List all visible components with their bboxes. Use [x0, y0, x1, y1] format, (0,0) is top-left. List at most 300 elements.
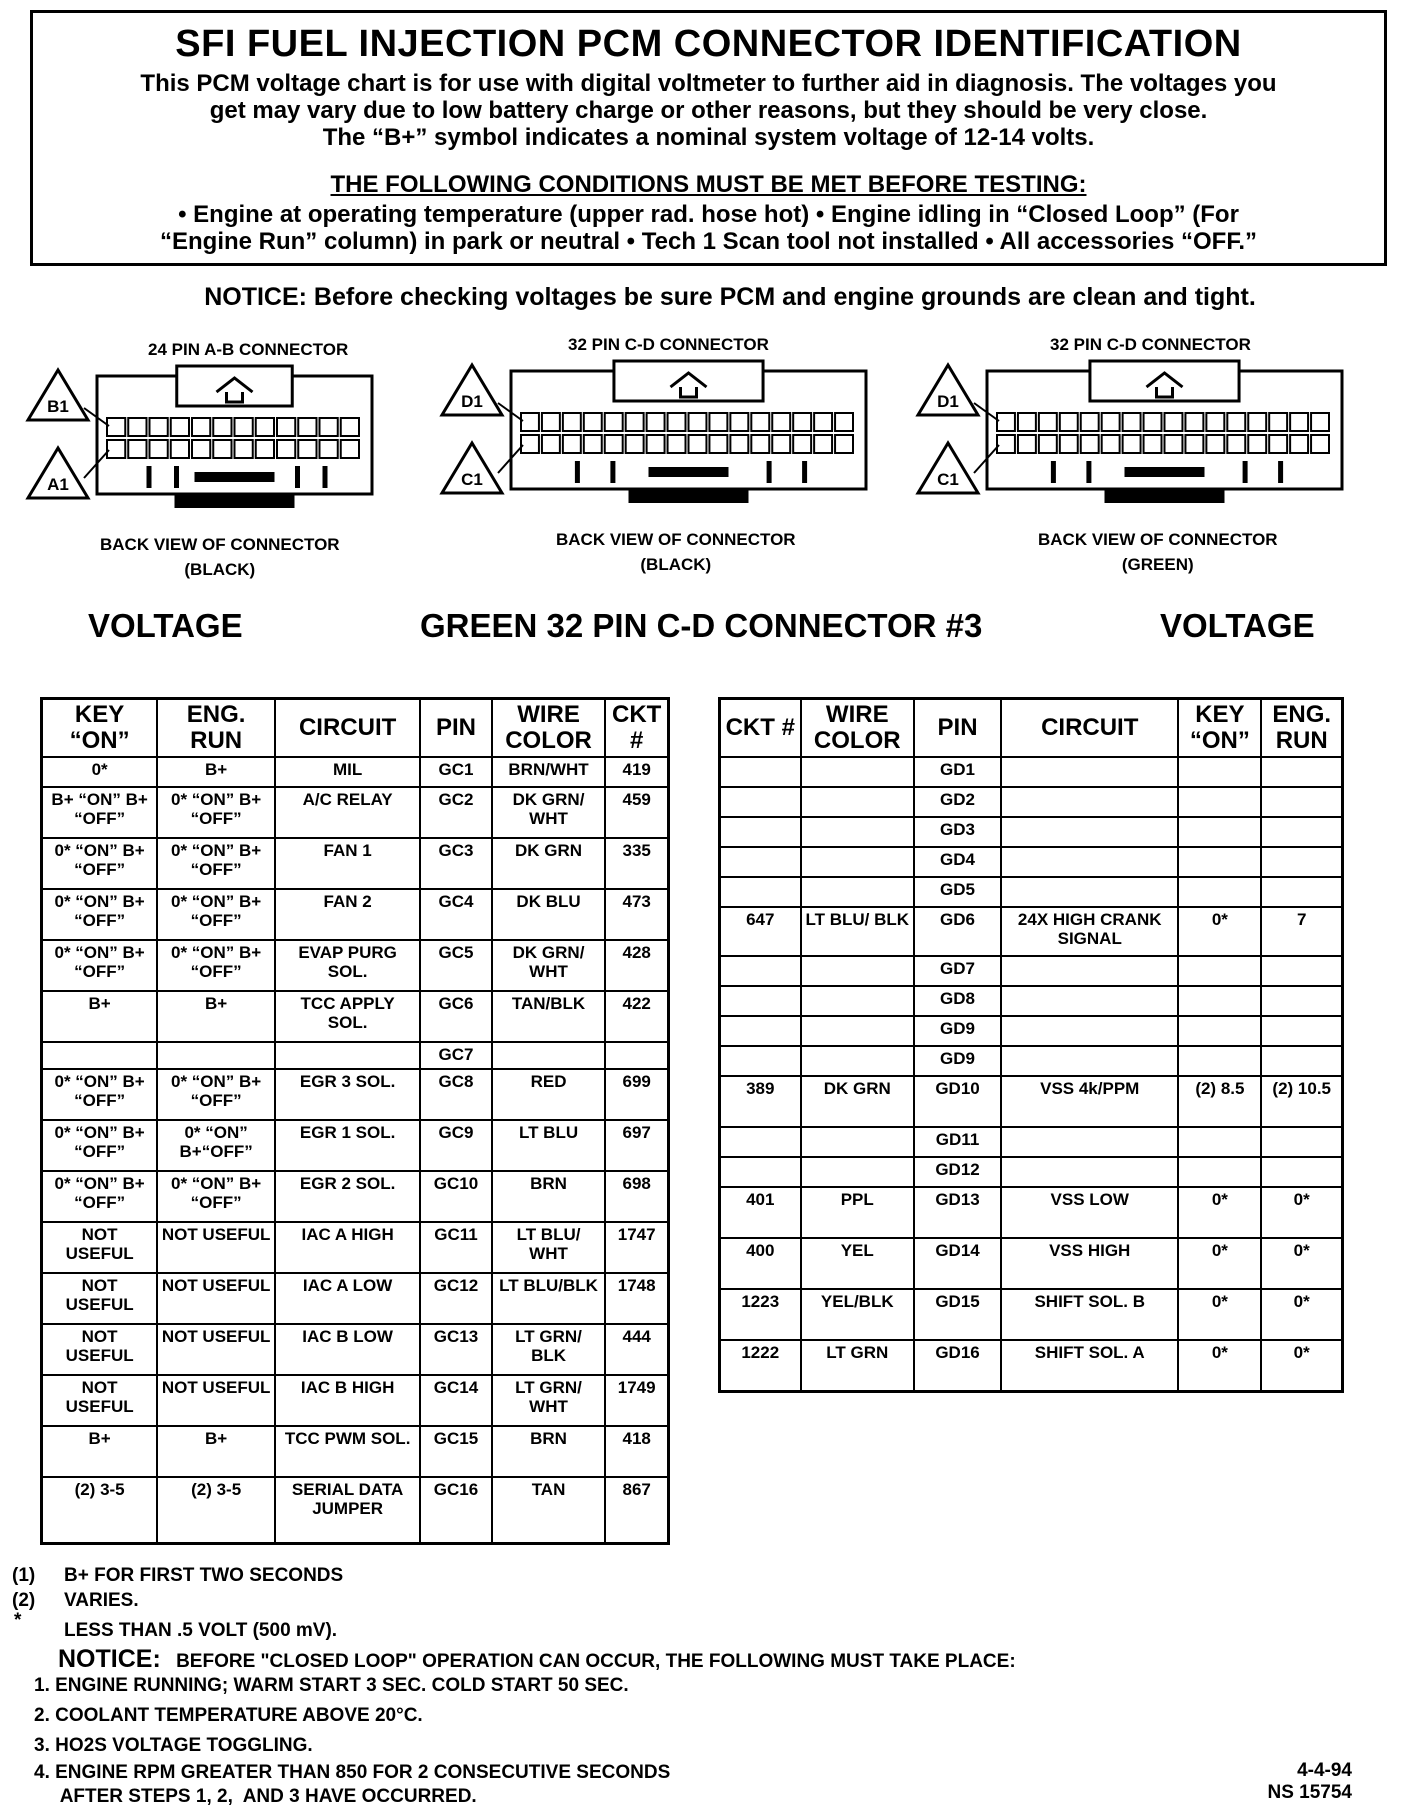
pin-cavity [277, 440, 295, 458]
pin-cavity [107, 418, 125, 436]
table-cell: TAN [492, 1477, 606, 1543]
table-row [720, 1016, 1343, 1046]
table-cell [801, 1046, 914, 1076]
pin-cavity [1269, 413, 1287, 431]
table-cell: GC6 [420, 991, 492, 1042]
table-cell [1261, 877, 1342, 907]
connector-slot [802, 461, 807, 483]
table-cell: DK GRN/ WHT [492, 787, 606, 838]
table-row [42, 838, 669, 889]
pin-cavity [584, 413, 602, 431]
table-cell: GD3 [914, 817, 1001, 847]
table-cell: GC12 [420, 1273, 492, 1324]
table-cell: 1222 [720, 1340, 801, 1391]
column-header: KEY “ON” [42, 699, 158, 758]
table-cell [801, 757, 914, 787]
table-cell: 400 [720, 1238, 801, 1289]
table-cell [801, 877, 914, 907]
connector-drawing [912, 353, 1362, 523]
table-cell: NOT USEFUL [157, 1273, 275, 1324]
connector-drawing [436, 353, 886, 523]
table-cell: TCC PWM SOL. [275, 1426, 420, 1477]
table-cell: DK GRN [492, 838, 606, 889]
table-cell: RED [492, 1069, 606, 1120]
pin-cavity [751, 435, 769, 453]
closed-loop-step: 1. ENGINE RUNNING; WARM START 3 SEC. COLD START 50 SEC. [34, 1675, 629, 1696]
table-cell [1178, 1016, 1261, 1046]
table-cell: GC7 [420, 1042, 492, 1069]
table-cell [801, 847, 914, 877]
table-cell: GD10 [914, 1076, 1001, 1127]
table-cell: GC16 [420, 1477, 492, 1543]
table-cell: 0* “ON” B+ “OFF” [42, 1171, 158, 1222]
table-cell [720, 1157, 801, 1187]
table-cell: GD15 [914, 1289, 1001, 1340]
table-row [42, 1273, 669, 1324]
table-cell [801, 986, 914, 1016]
table-cell: 0* “ON” B+ “OFF” [157, 1069, 275, 1120]
table-cell: GC1 [420, 757, 492, 787]
table-cell: DK BLU [492, 889, 606, 940]
table-cell [801, 817, 914, 847]
table-cell: NOT USEFUL [42, 1324, 158, 1375]
table-cell [801, 1157, 914, 1187]
table-header-row [720, 699, 1343, 758]
table-cell: 647 [720, 907, 801, 956]
table-cell: 0* [1178, 1238, 1261, 1289]
connector-slot [1243, 461, 1248, 483]
pin-cavity [298, 440, 316, 458]
table-cell: MIL [275, 757, 420, 787]
pin-cavity [235, 418, 253, 436]
table-cell: EGR 2 SOL. [275, 1171, 420, 1222]
pin-cavity [256, 418, 274, 436]
pin-id-top-triangle-label: D1 [461, 392, 483, 411]
pin-cavity [277, 418, 295, 436]
table-row [720, 1289, 1343, 1340]
closed-loop-step: 4. ENGINE RPM GREATER THAN 850 FOR 2 CONSECUTIVE SECONDS [34, 1762, 671, 1783]
table-cell: LT BLU/ WHT [492, 1222, 606, 1273]
table-cell: LT BLU/ BLK [801, 907, 914, 956]
table-header-row [42, 699, 669, 758]
condition-line: “Engine Run” column) in park or neutral • Tech 1 Scan tool not installed • All accessories “OFF.” [159, 228, 1257, 255]
pin-cavity [341, 418, 359, 436]
pin-cavity [730, 413, 748, 431]
table-cell [1178, 757, 1261, 787]
table-cell [1001, 986, 1178, 1016]
pin-cavity [626, 435, 644, 453]
table-cell: 0* “ON” B+ “OFF” [42, 889, 158, 940]
pin-cavity [542, 413, 560, 431]
table-row [42, 991, 669, 1042]
connector-title: 32 PIN C-D CONNECTOR [1050, 335, 1251, 354]
connector-base-tab [175, 494, 295, 508]
pin-cavity [835, 413, 853, 431]
table-cell [1178, 817, 1261, 847]
table-cell: TCC APPLY SOL. [275, 991, 420, 1042]
table-cell [1178, 1157, 1261, 1187]
table-cell [1001, 787, 1178, 817]
pin-cavity [709, 413, 727, 431]
table-cell [1001, 956, 1178, 986]
pin-cavity [1123, 435, 1141, 453]
footnote-1-mark: (1) [12, 1565, 36, 1586]
table-cell: NOT USEFUL [42, 1273, 158, 1324]
connector-slot [1051, 461, 1056, 483]
table-cell [801, 787, 914, 817]
table-cell: GD16 [914, 1340, 1001, 1391]
intro-line: This PCM voltage chart is for use with digital voltmeter to further aid in diagnosis. The voltages you [140, 70, 1277, 97]
footnote-3-text: LESS THAN .5 VOLT (500 mV). [64, 1620, 338, 1641]
column-header: WIRE COLOR [492, 699, 606, 758]
table-row [42, 1069, 669, 1120]
table-row [720, 1127, 1343, 1157]
table-row [720, 1187, 1343, 1238]
table-cell [1178, 1046, 1261, 1076]
pin-cavity [709, 435, 727, 453]
table-cell: GD12 [914, 1157, 1001, 1187]
table-cell [1261, 1157, 1342, 1187]
connector-slot [174, 466, 179, 488]
gd-pin-table [718, 697, 1344, 1393]
table-row [720, 1157, 1343, 1187]
table-cell: NOT USEFUL [157, 1324, 275, 1375]
pin-cavity [1185, 413, 1203, 431]
pin-cavity [1123, 413, 1141, 431]
pin-cavity [689, 435, 707, 453]
pin-cavity [1018, 435, 1036, 453]
pin-cavity [150, 418, 168, 436]
table-cell [1261, 1127, 1342, 1157]
table-row [42, 787, 669, 838]
connector-caption [1038, 527, 1278, 577]
connector-latch [1090, 361, 1239, 401]
table-cell: 0* “ON” B+ “OFF” [42, 1120, 158, 1171]
table-cell [720, 1046, 801, 1076]
pin-cavity [521, 413, 539, 431]
closed-loop-step: 2. COOLANT TEMPERATURE ABOVE 20°C. [34, 1705, 423, 1726]
pin-cavity [626, 413, 644, 431]
table-cell: NOT USEFUL [157, 1222, 275, 1273]
column-header: CKT # [720, 699, 801, 758]
table-row [720, 877, 1343, 907]
table-cell [720, 1016, 801, 1046]
table-cell: 1748 [605, 1273, 668, 1324]
connector-latch [177, 366, 293, 406]
table-cell: LT GRN/ WHT [492, 1375, 606, 1426]
pin-cavity [256, 440, 274, 458]
table-cell: 0* “ON” B+ “OFF” [157, 940, 275, 991]
table-cell: FAN 1 [275, 838, 420, 889]
table-row [42, 1375, 669, 1426]
table-cell: EGR 1 SOL. [275, 1120, 420, 1171]
pin-cavity [107, 440, 125, 458]
pin-cavity [171, 418, 189, 436]
pin-cavity [689, 413, 707, 431]
pin-cavity [814, 435, 832, 453]
table-cell: 0* [1261, 1187, 1342, 1238]
pin-cavity [1248, 435, 1266, 453]
pin-cavity [793, 413, 811, 431]
pin-id-bottom-triangle-label: C1 [461, 470, 483, 489]
table-cell: 0* [1178, 1289, 1261, 1340]
table-cell: GD8 [914, 986, 1001, 1016]
pin-cavity [605, 435, 623, 453]
table-cell: GD4 [914, 847, 1001, 877]
pin-cavity [192, 440, 210, 458]
table-cell: LT GRN [801, 1340, 914, 1391]
table-cell: 0* [1261, 1289, 1342, 1340]
table-cell: 0* “ON” B+ “OFF” [157, 889, 275, 940]
table-cell [1178, 877, 1261, 907]
pin-cavity [584, 435, 602, 453]
table-cell: VSS HIGH [1001, 1238, 1178, 1289]
connector-section-title: GREEN 32 PIN C-D CONNECTOR #3 [420, 607, 983, 644]
table-cell: 418 [605, 1426, 668, 1477]
pin-cavity [1144, 435, 1162, 453]
table-cell: 401 [720, 1187, 801, 1238]
connector-slot [147, 466, 152, 488]
table-cell: LT BLU/BLK [492, 1273, 606, 1324]
table-cell [801, 1127, 914, 1157]
document-title: SFI FUEL INJECTION PCM CONNECTOR IDENTIFICATION [175, 23, 1242, 65]
table-cell: 0* [1261, 1238, 1342, 1289]
connector-slot [295, 466, 300, 488]
table-cell: 419 [605, 757, 668, 787]
column-header: WIRE COLOR [801, 699, 914, 758]
table-cell [1261, 986, 1342, 1016]
pin-cavity [1227, 413, 1245, 431]
connector-slot [323, 466, 328, 488]
table-cell: B+ [157, 1426, 275, 1477]
table-cell: 473 [605, 889, 668, 940]
table-cell: (2) 10.5 [1261, 1076, 1342, 1127]
pin-cavity [1311, 413, 1329, 431]
table-cell: B+ [42, 991, 158, 1042]
connector-caption-text: BACK VIEW OF CONNECTOR [556, 530, 796, 549]
pin-cavity [1227, 435, 1245, 453]
notice-text: BEFORE "CLOSED LOOP" OPERATION CAN OCCUR, THE FOLLOWING MUST TAKE PLACE: [176, 1651, 1016, 1672]
table-cell [275, 1042, 420, 1069]
connector-color: (BLACK) [184, 560, 256, 579]
table-row [720, 1238, 1343, 1289]
pin-cavity [1206, 413, 1224, 431]
table-cell: GC2 [420, 787, 492, 838]
table-cell: 0* “ON” B+ “OFF” [42, 1069, 158, 1120]
table-row [720, 1046, 1343, 1076]
pin-cavity [814, 413, 832, 431]
column-header: CKT # [605, 699, 668, 758]
pin-cavity [1060, 413, 1078, 431]
table-cell: SHIFT SOL. A [1001, 1340, 1178, 1391]
pin-cavity [320, 418, 338, 436]
table-cell: IAC B HIGH [275, 1375, 420, 1426]
table-row [42, 1426, 669, 1477]
table-cell: GC9 [420, 1120, 492, 1171]
pin-cavity [1144, 413, 1162, 431]
pin-cavity [997, 413, 1015, 431]
pin-cavity [213, 440, 231, 458]
column-header: CIRCUIT [275, 699, 420, 758]
table-cell [1261, 787, 1342, 817]
table-cell: 0* “ON” B+ “OFF” [42, 838, 158, 889]
table-cell: 0* [42, 757, 158, 787]
table-cell: GC14 [420, 1375, 492, 1426]
footnote-2-mark: (2) [12, 1590, 36, 1611]
connector-base-tab [629, 489, 749, 503]
table-cell [720, 986, 801, 1016]
pin-cavity [793, 435, 811, 453]
pin-cavity [835, 435, 853, 453]
table-row [720, 956, 1343, 986]
table-row [42, 1042, 669, 1069]
document-id [1267, 1760, 1352, 1804]
connector-slot [575, 461, 580, 483]
table-cell: GC8 [420, 1069, 492, 1120]
connector-color: (BLACK) [640, 555, 712, 574]
table-cell [1001, 1016, 1178, 1046]
table-cell: YEL/BLK [801, 1289, 914, 1340]
table-cell: A/C RELAY [275, 787, 420, 838]
pin-id-top-triangle-label: B1 [47, 397, 69, 416]
pin-cavity [1102, 413, 1120, 431]
table-cell [157, 1042, 275, 1069]
table-cell [720, 787, 801, 817]
notice-label: NOTICE: [58, 1645, 161, 1673]
table-row [42, 1477, 669, 1543]
connector-latch [614, 361, 763, 401]
table-cell: GD7 [914, 956, 1001, 986]
table-cell: B+ [42, 1426, 158, 1477]
pin-cavity [1165, 413, 1183, 431]
table-row [720, 817, 1343, 847]
table-cell: LT GRN/ BLK [492, 1324, 606, 1375]
connector-key [649, 467, 729, 477]
table-cell: SHIFT SOL. B [1001, 1289, 1178, 1340]
table-cell: VSS LOW [1001, 1187, 1178, 1238]
table-row [720, 847, 1343, 877]
pin-cavity [647, 435, 665, 453]
pin-cavity [521, 435, 539, 453]
table-cell: EVAP PURG SOL. [275, 940, 420, 991]
table-cell [1001, 1157, 1178, 1187]
table-cell: 389 [720, 1076, 801, 1127]
table-cell: BRN/WHT [492, 757, 606, 787]
pin-cavity [1248, 413, 1266, 431]
table-cell: 335 [605, 838, 668, 889]
pin-cavity [563, 435, 581, 453]
footnote-2-text: VARIES. [64, 1590, 139, 1611]
table-cell: GC13 [420, 1324, 492, 1375]
connector-drawing [22, 358, 392, 528]
table-cell: (2) 8.5 [1178, 1076, 1261, 1127]
pin-cavity [668, 435, 686, 453]
table-cell: IAC B LOW [275, 1324, 420, 1375]
table-row [42, 889, 669, 940]
table-cell [720, 956, 801, 986]
intro-line: get may vary due to low battery charge or other reasons, but they should be very close. [209, 97, 1208, 124]
table-cell: DK GRN [801, 1076, 914, 1127]
table-row [720, 986, 1343, 1016]
pin-cavity [213, 418, 231, 436]
condition-line: • Engine at operating temperature (upper rad. hose hot) • Engine idling in “Closed Loop” (For [178, 201, 1239, 228]
table-cell: BRN [492, 1426, 606, 1477]
table-cell: YEL [801, 1238, 914, 1289]
notice-grounds: NOTICE: Before checking voltages be sure PCM and engine grounds are clean and tight. [204, 283, 1256, 311]
table-cell: GC3 [420, 838, 492, 889]
pin-cavity [1039, 435, 1057, 453]
pin-cavity [730, 435, 748, 453]
conditions-list [63, 201, 1354, 255]
table-cell: GC11 [420, 1222, 492, 1273]
table-cell: GD14 [914, 1238, 1001, 1289]
table-cell [1261, 1046, 1342, 1076]
connector-slot [610, 461, 615, 483]
table-cell: IAC A HIGH [275, 1222, 420, 1273]
table-cell: 1747 [605, 1222, 668, 1273]
column-header: ENG. RUN [1261, 699, 1342, 758]
table-cell: GD1 [914, 757, 1001, 787]
table-cell [720, 1127, 801, 1157]
table-cell: SERIAL DATA JUMPER [275, 1477, 420, 1543]
table-cell: 867 [605, 1477, 668, 1543]
table-row [42, 1171, 669, 1222]
table-cell: 1749 [605, 1375, 668, 1426]
table-cell [720, 847, 801, 877]
pin-cavity [1206, 435, 1224, 453]
table-cell: 0* “ON” B+ “OFF” [157, 1171, 275, 1222]
connector-base-tab [1105, 489, 1225, 503]
connector-key [1125, 467, 1205, 477]
table-cell [1261, 956, 1342, 986]
table-cell: NOT USEFUL [42, 1222, 158, 1273]
pin-cavity [542, 435, 560, 453]
document-date: 4-4-94 [1297, 1760, 1352, 1781]
voltage-heading-right: VOLTAGE [1160, 607, 1315, 644]
gc-pin-table [40, 697, 670, 1545]
table-cell: (2) 3-5 [157, 1477, 275, 1543]
connector-title: 24 PIN A-B CONNECTOR [148, 340, 349, 359]
table-row [42, 1120, 669, 1171]
table-row [720, 907, 1343, 956]
pin-cavity [1185, 435, 1203, 453]
connector-slot [1086, 461, 1091, 483]
table-cell: 0* “ON” B+ “OFF” [157, 787, 275, 838]
table-cell: GD13 [914, 1187, 1001, 1238]
pin-cavity [772, 413, 790, 431]
pin-cavity [1102, 435, 1120, 453]
connector-caption-text: BACK VIEW OF CONNECTOR [100, 535, 340, 554]
connector-title: 32 PIN C-D CONNECTOR [568, 335, 769, 354]
table-cell: GD6 [914, 907, 1001, 956]
table-cell: NOT USEFUL [42, 1375, 158, 1426]
table-row [720, 1340, 1343, 1391]
pin-cavity [150, 440, 168, 458]
table-cell: 697 [605, 1120, 668, 1171]
pin-cavity [235, 440, 253, 458]
table-cell: GC15 [420, 1426, 492, 1477]
table-row [42, 757, 669, 787]
pin-cavity [997, 435, 1015, 453]
table-cell [42, 1042, 158, 1069]
table-cell: NOT USEFUL [157, 1375, 275, 1426]
voltage-heading-left: VOLTAGE [88, 607, 243, 644]
pin-cavity [772, 435, 790, 453]
table-cell: LT BLU [492, 1120, 606, 1171]
intro-text [53, 70, 1364, 151]
pin-cavity [1290, 413, 1308, 431]
table-cell [801, 1016, 914, 1046]
